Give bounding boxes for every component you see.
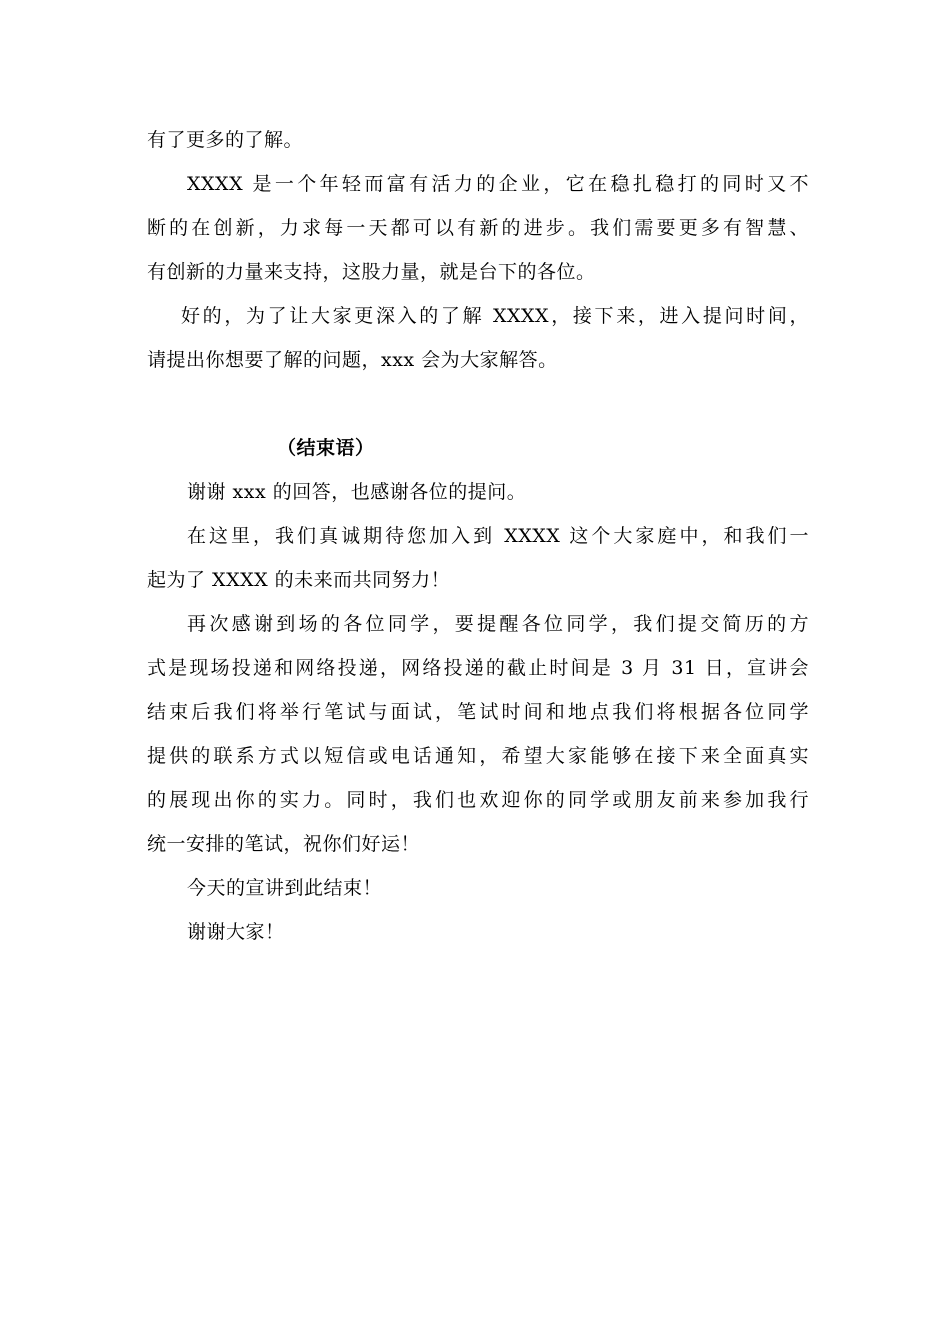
paragraph-line: 断的在创新，力求每一天都可以有新的进步。我们需要更多有智慧、 — [147, 217, 809, 239]
thanks-answer-line: 谢谢 xxx 的回答，也感谢各位的提问。 — [187, 481, 527, 503]
paragraph-line: XXXX 是一个年轻而富有活力的企业，它在稳扎稳打的同时又不 — [187, 173, 809, 195]
paragraph-line: 统一安排的笔试，祝你们好运！ — [147, 833, 421, 855]
paragraph-line: 请提出你想要了解的问题，xxx 会为大家解答。 — [147, 349, 558, 371]
join-paragraph — [147, 514, 809, 602]
qa-paragraph — [147, 294, 809, 382]
resume-paragraph — [147, 602, 809, 866]
paragraph-line: 的展现出你的实力。同时，我们也欢迎你的同学或朋友前来参加我行 — [147, 789, 809, 811]
thanks-all-line: 谢谢大家！ — [187, 921, 285, 943]
paragraph-line: 再次感谢到场的各位同学，要提醒各位同学，我们提交简历的方 — [187, 613, 809, 635]
paragraph-line: 好的，为了让大家更深入的了解 XXXX，接下来，进入提问时间， — [181, 305, 809, 327]
paragraph-line: 有创新的力量来支持，这股力量，就是台下的各位。 — [147, 261, 596, 283]
paragraph-line: 提供的联系方式以短信或电话通知，希望大家能够在接下来全面真实 — [147, 745, 809, 767]
intro-tail-line: 有了更多的了解。 — [147, 129, 304, 151]
paragraph-line: 结束后我们将举行笔试与面试，笔试时间和地点我们将根据各位同学 — [147, 701, 809, 723]
end-today-line: 今天的宣讲到此结束！ — [187, 877, 383, 899]
closing-heading: （结束语） — [277, 437, 375, 459]
paragraph-line: 起为了 XXXX 的未来而共同努力！ — [147, 569, 451, 591]
document-body — [147, 118, 809, 954]
paragraph-line: 式是现场投递和网络投递，网络投递的截止时间是 3 月 31 日，宣讲会 — [147, 657, 809, 679]
company-paragraph — [147, 162, 809, 294]
paragraph-line: 在这里，我们真诚期待您加入到 XXXX 这个大家庭中，和我们一 — [187, 525, 809, 547]
blank-line — [147, 382, 809, 426]
